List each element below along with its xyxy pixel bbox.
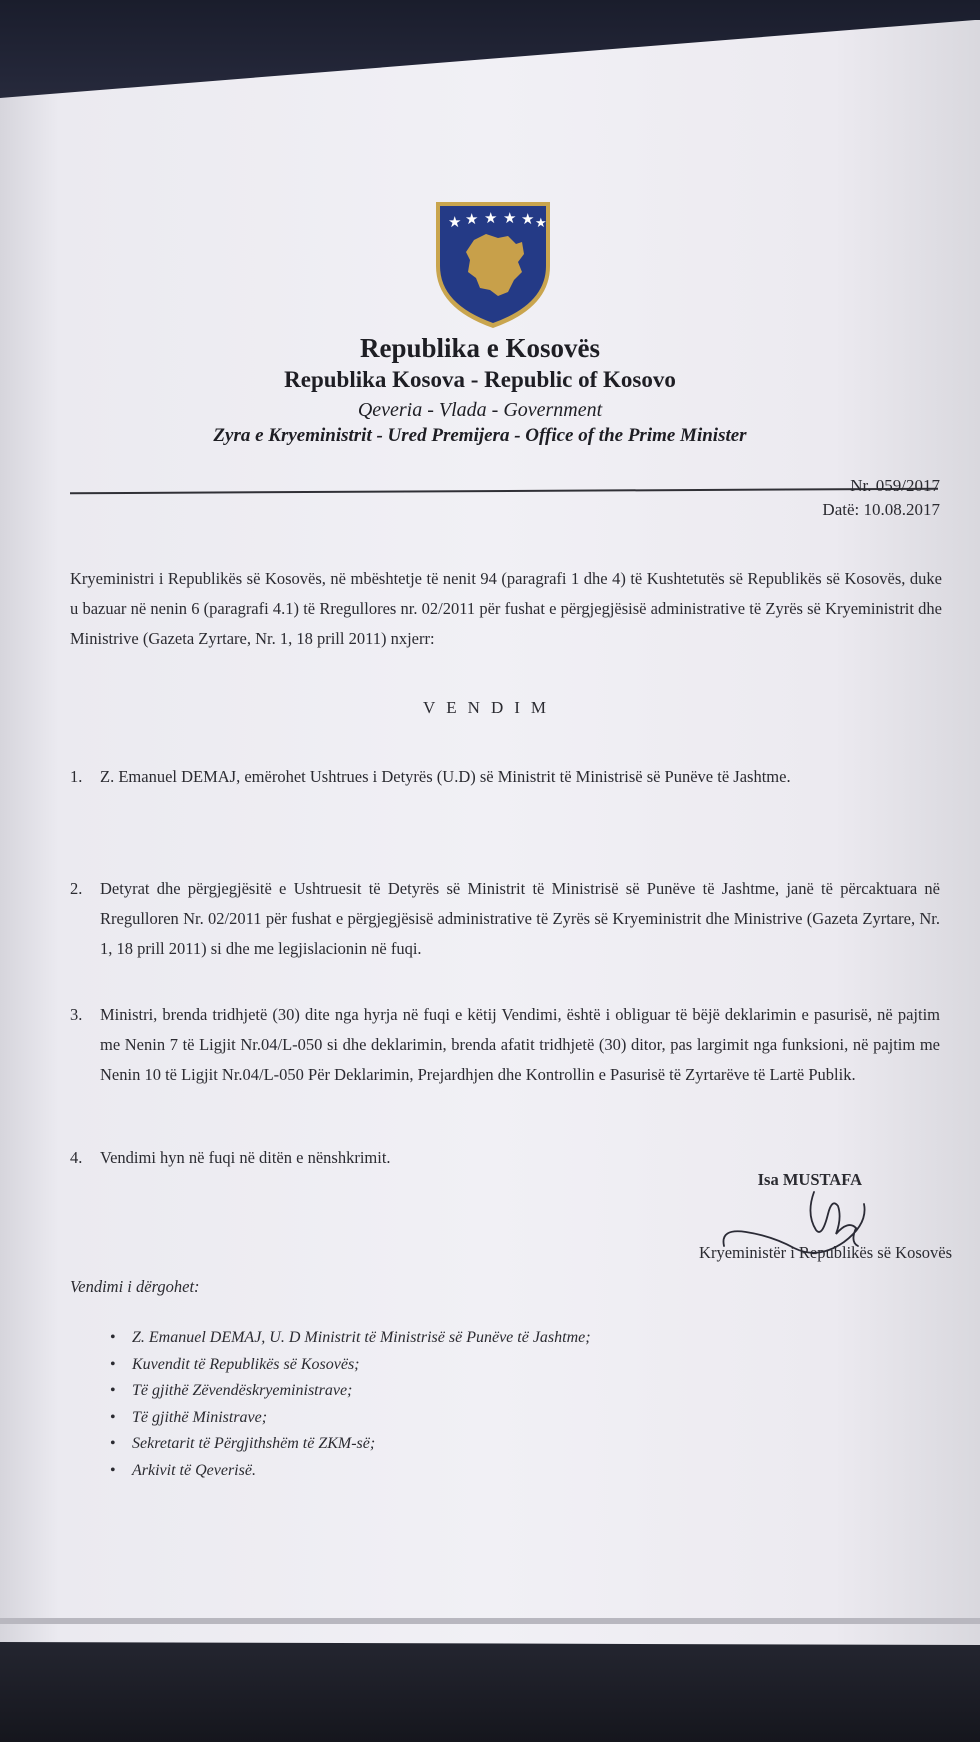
bullet: •	[110, 1355, 116, 1373]
signer-title: Kryeministër i Republikës së Kosovës	[699, 1243, 952, 1262]
decision-item	[70, 1143, 942, 1173]
svg-text:★: ★	[521, 210, 535, 228]
svg-text:★: ★	[465, 210, 479, 228]
page-edge	[0, 1618, 980, 1624]
recipient: Të gjithë Ministrave;	[132, 1408, 268, 1426]
item-number: 3.	[70, 1005, 83, 1024]
list-item	[110, 1431, 591, 1458]
item-number: 4.	[70, 1148, 83, 1167]
item-text: Detyrat dhe përgjegjësitë e Ushtruesit të Detyrës së Ministrit të Ministrisë së Punëve të Jashtme, janë të përcaktuara në Rregulloren Nr. 02/2011 për fushat e përgjegjësisë administrative të Zyrës së Kryeministrit dhe Ministrive (Gazeta Zyrtare, Nr. 1, 18 prill 2011) si dhe me legjislacionin në fuqi.	[100, 879, 940, 958]
item-text: Ministri, brenda tridhjetë (30) dite nga hyrja në fuqi e këtij Vendimi, është i obliguar të bëjë deklarimin e pasurisë, në pajtim me Nenin 7 të Ligjit Nr.04/L-050 si dhe deklarimin, brenda afatit tridhjetë (30) ditor, pas largimit nga funksioni, në pajtim me Nenin 10 të Ligjit Nr.04/L-050 Për Deklarimin, Prejardhjen dhe Kontrollin e Pasurisë të Zyrtarëve të Lartë Publik.	[100, 1005, 940, 1084]
decision-title: VENDIM	[423, 698, 557, 717]
bullet: •	[110, 1382, 116, 1399]
svg-text:★: ★	[535, 216, 547, 231]
list-item	[110, 1378, 591, 1405]
recipient: Të gjithë Zëvendëskryeministrave;	[132, 1382, 353, 1399]
bullet: •	[110, 1329, 116, 1346]
recipient: Sekretarit të Përgjithshëm të ZKM-së;	[132, 1435, 376, 1452]
list-item	[110, 1325, 591, 1352]
item-number: 2.	[70, 879, 83, 898]
item-number: 1.	[70, 767, 83, 786]
svg-text:★: ★	[503, 209, 517, 227]
list-item	[110, 1352, 591, 1379]
recipient: Kuvendit të Republikës së Kosovës;	[132, 1355, 360, 1373]
bullet: •	[110, 1461, 116, 1479]
decision-item	[70, 762, 942, 822]
header-office: Zyra e Kryeministrit - Ured Premijera - Office of the Prime Minister	[213, 425, 747, 446]
svg-text:★: ★	[448, 213, 462, 231]
header-government: Qeveria - Vlada - Government	[357, 399, 603, 421]
recipient: Arkivit të Qeverisë.	[132, 1461, 256, 1479]
header-republic-multilingual: Republika Kosova - Republic of Kosovo	[284, 367, 676, 392]
list-item	[110, 1405, 591, 1432]
preamble-paragraph: Kryeministri i Republikës së Kosovës, në mbështetje të nenit 94 (paragrafi 1 dhe 4) të Kushtetutës së Republikës së Kosovës, duke u bazuar në nenin 6 (paragrafi 4.1) të Rregullores nr. 02/2011 për fushat e përgjegjësisë administrative të Zyrës së Kryeministrit dhe Ministrive (Gazeta Zyrtare, Nr. 1, 18 prill 2011) nxjerr:	[70, 569, 942, 648]
distribution-title: Vendimi i dërgohet:	[70, 1277, 200, 1296]
document-date: Datë: 10.08.2017	[822, 500, 940, 519]
distribution-list	[110, 1325, 591, 1484]
bullet: •	[110, 1408, 116, 1426]
item-text: Vendimi hyn në fuqi në ditën e nënshkrimit.	[100, 1148, 391, 1167]
header-republic: Republika e Kosovës	[359, 333, 601, 363]
document-number: Nr. 059/2017	[850, 476, 940, 495]
kosovo-coat-of-arms-icon	[428, 196, 558, 331]
recipient: Z. Emanuel DEMAJ, U. D Ministrit të Ministrisë së Punëve të Jashtme;	[132, 1329, 591, 1346]
svg-text:★: ★	[484, 209, 498, 227]
signer-name: Isa MUSTAFA	[757, 1170, 862, 1189]
bullet: •	[110, 1435, 116, 1452]
list-item	[110, 1458, 591, 1485]
decision-item	[70, 1000, 942, 1100]
decision-item	[70, 874, 942, 994]
item-text: Z. Emanuel DEMAJ, emërohet Ushtrues i Detyrës (U.D) së Ministrit të Ministrisë së Punëve të Jashtme.	[100, 767, 791, 786]
